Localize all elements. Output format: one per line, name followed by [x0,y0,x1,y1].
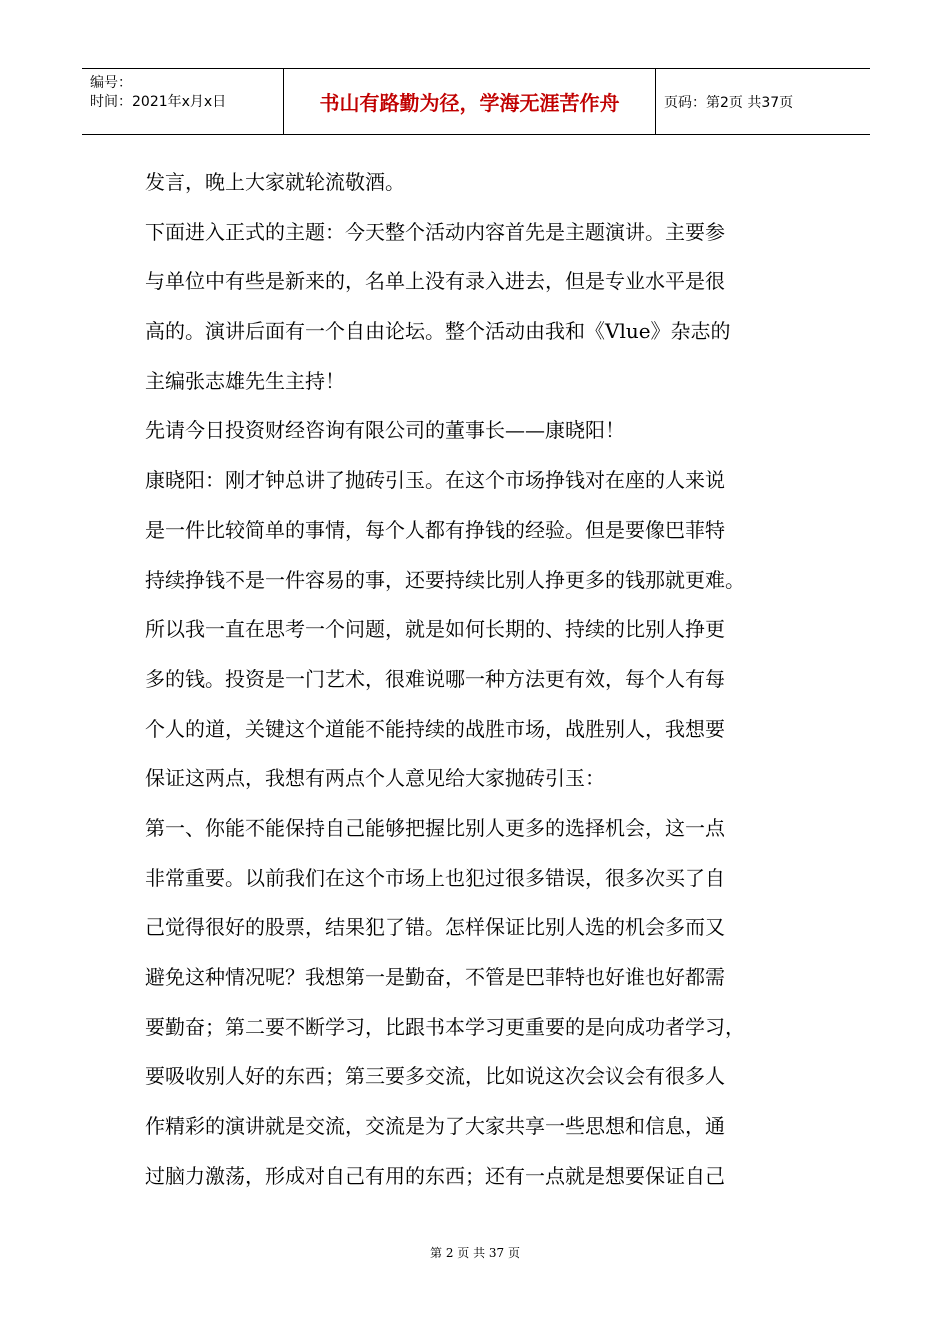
body-line: 持续挣钱不是一件容易的事，还要持续比别人挣更多的钱那就更难。 [145,567,745,592]
body-line: 发言，晚上大家就轮流敬酒。 [145,170,405,194]
document-body [145,158,825,1201]
body-line: 避免这种情况呢？我想第一是勤奋，不管是巴菲特也好谁也好都需 [145,965,725,989]
body-line: 保证这两点，我想有两点个人意见给大家抛砖引玉： [145,766,605,791]
body-line: 是一件比较简单的事情，每个人都有挣钱的经验。但是要像巴菲特 [145,517,725,542]
body-line: 康晓阳：刚才钟总讲了抛砖引玉。在这个市场挣钱对在座的人来说 [145,468,725,493]
footer-page-number: 第 2 页 共 37 页 [430,1246,520,1260]
header-motto-cell [284,69,656,134]
header-meta-cell [82,69,284,134]
body-line: 要勤奋；第二要不断学习，比跟书本学习更重要的是向成功者学习， [145,1014,745,1039]
header-motto: 书山有路勤为径，学海无涯苦作舟 [319,91,620,115]
body-line: 高的。演讲后面有一个自由论坛。整个活动由我和《Vlue》杂志的 [145,319,731,344]
body-line: 个人的道，关键这个道能不能持续的战胜市场，战胜别人，我想要 [145,716,725,741]
page-header [82,68,870,135]
body-line: 第一、你能不能保持自己能够把握比别人更多的选择机会，这一点 [145,815,725,840]
body-line: 主编张志雄先生主持！ [145,368,345,393]
body-line: 非常重要。以前我们在这个市场上也犯过很多错误，很多次买了自 [145,865,725,890]
body-line: 下面进入正式的主题：今天整个活动内容首先是主题演讲。主要参 [145,219,725,244]
document-number-label: 编号： [90,75,132,91]
body-line: 多的钱。投资是一门艺术，很难说哪一种方法更有效，每个人有每 [145,666,725,691]
document-date-label: 时间：2021年x月x日 [90,94,227,110]
page-footer [0,1244,950,1261]
body-line: 先请今日投资财经咨询有限公司的董事长——康晓阳！ [145,418,625,443]
body-line: 所以我一直在思考一个问题，就是如何长期的、持续的比别人挣更 [145,617,725,642]
body-line: 过脑力激荡，形成对自己有用的东西；还有一点就是想要保证自己 [145,1163,725,1188]
body-line: 己觉得很好的股票，结果犯了错。怎样保证比别人选的机会多而又 [145,915,725,940]
header-page-cell [656,69,870,134]
body-line: 与单位中有些是新来的，名单上没有录入进去，但是专业水平是很 [145,269,725,294]
body-line: 要吸收别人好的东西；第三要多交流，比如说这次会议会有很多人 [145,1064,725,1089]
body-line: 作精彩的演讲就是交流，交流是为了大家共享一些思想和信息，通 [145,1114,725,1139]
header-page-info: 页码：第2页 共37页 [664,94,794,111]
